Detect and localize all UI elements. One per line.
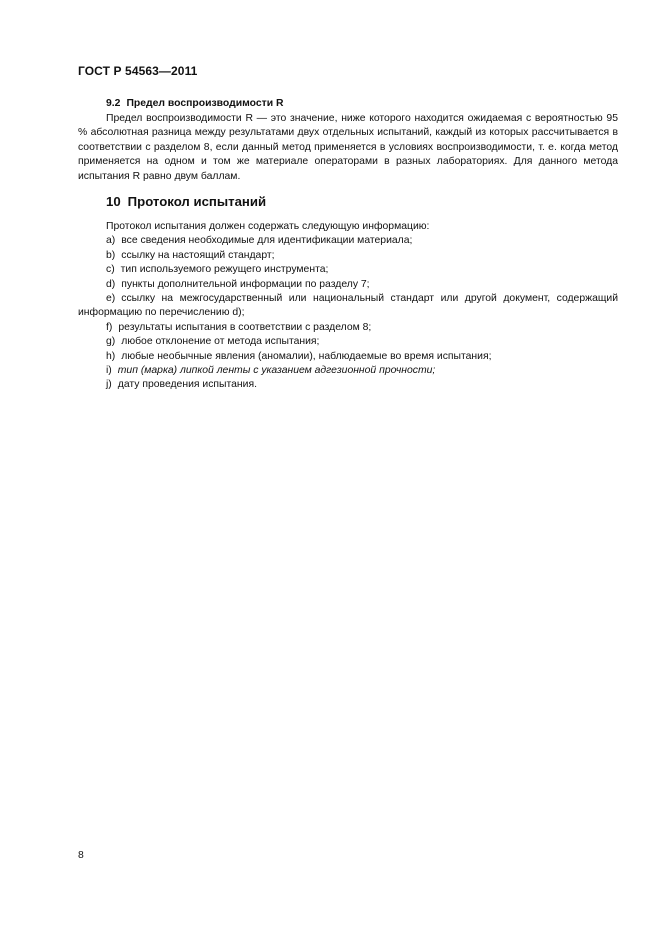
section-9-2-heading: [78, 97, 618, 112]
section-10-intro: Протокол испытания должен содержать следующую информацию:: [106, 221, 430, 232]
list-item-marker: i): [106, 365, 112, 377]
section-10-number: 10: [106, 194, 121, 209]
section-9-2-paragraph: Предел воспроизводимости R — это значение, ниже которого находится ожидаемая с вероятностью 95 % абсолютная разница между результатами двух отдельных испытаний, каждый из которых рассчитывается в соответствии с разделом 8, если данный метод применяется в условиях воспроизводимости, т. е. когда метод применяется на одном и том же материале операторами в разных лабораториях. Для данного метода испытания R равно двум баллам.: [78, 112, 618, 182]
section-10-body: [78, 220, 618, 393]
list-item-marker: c): [106, 264, 115, 276]
list-item-marker: a): [106, 235, 116, 247]
standard-header: ГОСТ Р 54563—2011: [78, 64, 198, 78]
list-item-text: ссылку на межгосударственный или национальный стандарт или другой документ, содержащий информацию по перечислению d);: [78, 293, 618, 319]
list-item-marker: b): [106, 249, 116, 261]
list-item-text: ссылку на настоящий стандарт;: [121, 249, 275, 261]
section-10-title: Протокол испытаний: [127, 194, 267, 209]
list-item: [78, 335, 618, 349]
list-item-text: любые необычные явления (аномалии), наблюдаемые во время испытания;: [121, 350, 492, 362]
list-item-text: пункты дополнительной информации по разделу 7;: [121, 278, 370, 290]
list-item: [78, 321, 618, 335]
section-10-heading: [106, 194, 266, 209]
list-item: [78, 364, 618, 378]
section-9-2: [78, 97, 618, 185]
list-item-marker: h): [106, 350, 116, 362]
list-item-marker: d): [106, 278, 116, 290]
list-item-text: любое отклонение от метода испытания;: [121, 336, 320, 348]
list-item-marker: j): [106, 379, 112, 391]
list-item-text: все сведения необходимые для идентификации материала;: [121, 235, 413, 247]
page-number: 8: [78, 850, 84, 861]
list-item: [78, 278, 618, 292]
list-item-marker: g): [106, 336, 116, 348]
list-item-marker: e): [106, 293, 116, 305]
section-9-2-number: 9.2: [106, 98, 121, 109]
list-item: [78, 350, 618, 364]
list-item: [78, 234, 618, 248]
list-item-text: дату проведения испытания.: [117, 379, 257, 391]
list-item: [78, 263, 618, 277]
list-item-marker: f): [106, 321, 113, 333]
list-item: [78, 292, 618, 321]
list-item: [78, 378, 618, 392]
list-item: [78, 249, 618, 263]
list-item-text: тип (марка) липкой ленты с указанием адгезионной прочности;: [117, 365, 436, 377]
list-item-text: тип используемого режущего инструмента;: [120, 264, 329, 276]
list-item-text: результаты испытания в соответствии с разделом 8;: [118, 321, 372, 333]
section-9-2-title: Предел воспроизводимости R: [126, 98, 284, 109]
